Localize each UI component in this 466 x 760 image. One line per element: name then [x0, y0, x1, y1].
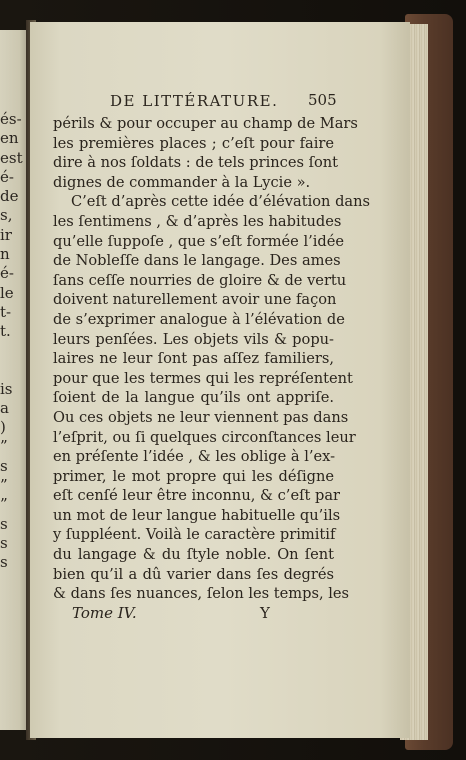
text-line: C’eſt d’après cette idée d’élévation dans — [71, 193, 371, 211]
text-line: bien qu’il a dû varier dans ſes degrés — [53, 565, 334, 583]
text-line: périls & pour occuper au champ de Mars — [53, 115, 358, 132]
left-fragment: s, — [0, 206, 13, 225]
text-line: & dans ſes nuances, ſelon les temps, les — [53, 585, 350, 603]
text-line: ſans ceſſe nourries de gloire & de vertu — [53, 271, 347, 289]
text-line: dire à nos ſoldats : de tels princes ſont — [53, 154, 339, 172]
text-line: ſoient de la langue qu’ils ont appriſe. — [53, 389, 334, 407]
left-fragment: é- — [0, 167, 14, 186]
left-fragment: s — [0, 514, 8, 533]
left-fragment: t- — [0, 302, 12, 321]
left-fragment: en — [0, 129, 19, 148]
text-line: pour que les termes qui les repréſentent — [53, 369, 353, 387]
text-line: de s’exprimer analogue à l’élévation de — [53, 310, 345, 328]
left-fragment: ” — [0, 495, 8, 514]
volume-signature: Tome IV. — [72, 604, 137, 622]
text-line: qu’elle ſuppoſe , que s’eſt formée l’idée — [53, 232, 345, 250]
body-text — [53, 114, 371, 604]
left-fragment: ” — [0, 476, 8, 495]
text-line: laires ne leur ſont pas aſſez familiers, — [53, 350, 334, 368]
running-head — [110, 92, 350, 112]
text-line: leurs penſées. Les objets vils & popu- — [53, 330, 334, 348]
left-fragment: é- — [0, 264, 14, 283]
left-fragment: le — [0, 283, 14, 302]
left-facing-page — [0, 30, 28, 730]
text-line: les premières places ; c’eſt pour faire — [53, 134, 334, 152]
text-line: dignes de commander à la Lycie ». — [53, 173, 311, 191]
left-fragment: n — [0, 245, 10, 264]
text-line: primer, le mot propre qui les déſigne — [53, 467, 334, 485]
text-line: l’eſprit, ou ſi quelques circonſtances leur — [53, 428, 356, 446]
left-fragment: ” — [0, 437, 8, 456]
left-fragment: est — [0, 148, 23, 167]
page-footer — [72, 604, 342, 626]
text-line: eſt cenſé leur être inconnu, & c’eſt par — [53, 487, 341, 505]
text-line: un mot de leur langue habituelle qu’ils — [53, 506, 341, 524]
left-fragment: de — [0, 187, 19, 206]
text-line: de Nobleſſe dans le langage. Des ames — [53, 252, 341, 270]
left-fragment: ) — [0, 418, 6, 437]
left-fragment: s — [0, 456, 8, 475]
text-line: les ſentimens , & d’après les habitudes — [53, 212, 342, 230]
gathering-mark: Y — [260, 604, 270, 622]
left-fragment: és- — [0, 110, 22, 128]
left-fragment: s — [0, 553, 8, 572]
running-head-title: DE LITTÉRATURE. — [110, 92, 279, 110]
text-line: doivent naturellement avoir une façon — [53, 291, 337, 309]
left-fragment: is — [0, 379, 13, 398]
left-page-fragments — [0, 110, 28, 573]
text-line: y ſuppléent. Voilà le caractère primitif — [53, 526, 336, 544]
left-fragment: t. — [0, 322, 11, 341]
page-number: 505 — [308, 91, 337, 109]
left-fragment: s — [0, 533, 8, 552]
left-fragment: a — [0, 398, 9, 417]
text-line: du langage & du ſtyle noble. On ſent — [53, 546, 334, 564]
text-line: en préſente l’idée , & les oblige à l’ex- — [53, 448, 336, 466]
left-fragment: ir — [0, 225, 12, 244]
text-line: Ou ces objets ne leur viennent pas dans — [53, 408, 349, 426]
